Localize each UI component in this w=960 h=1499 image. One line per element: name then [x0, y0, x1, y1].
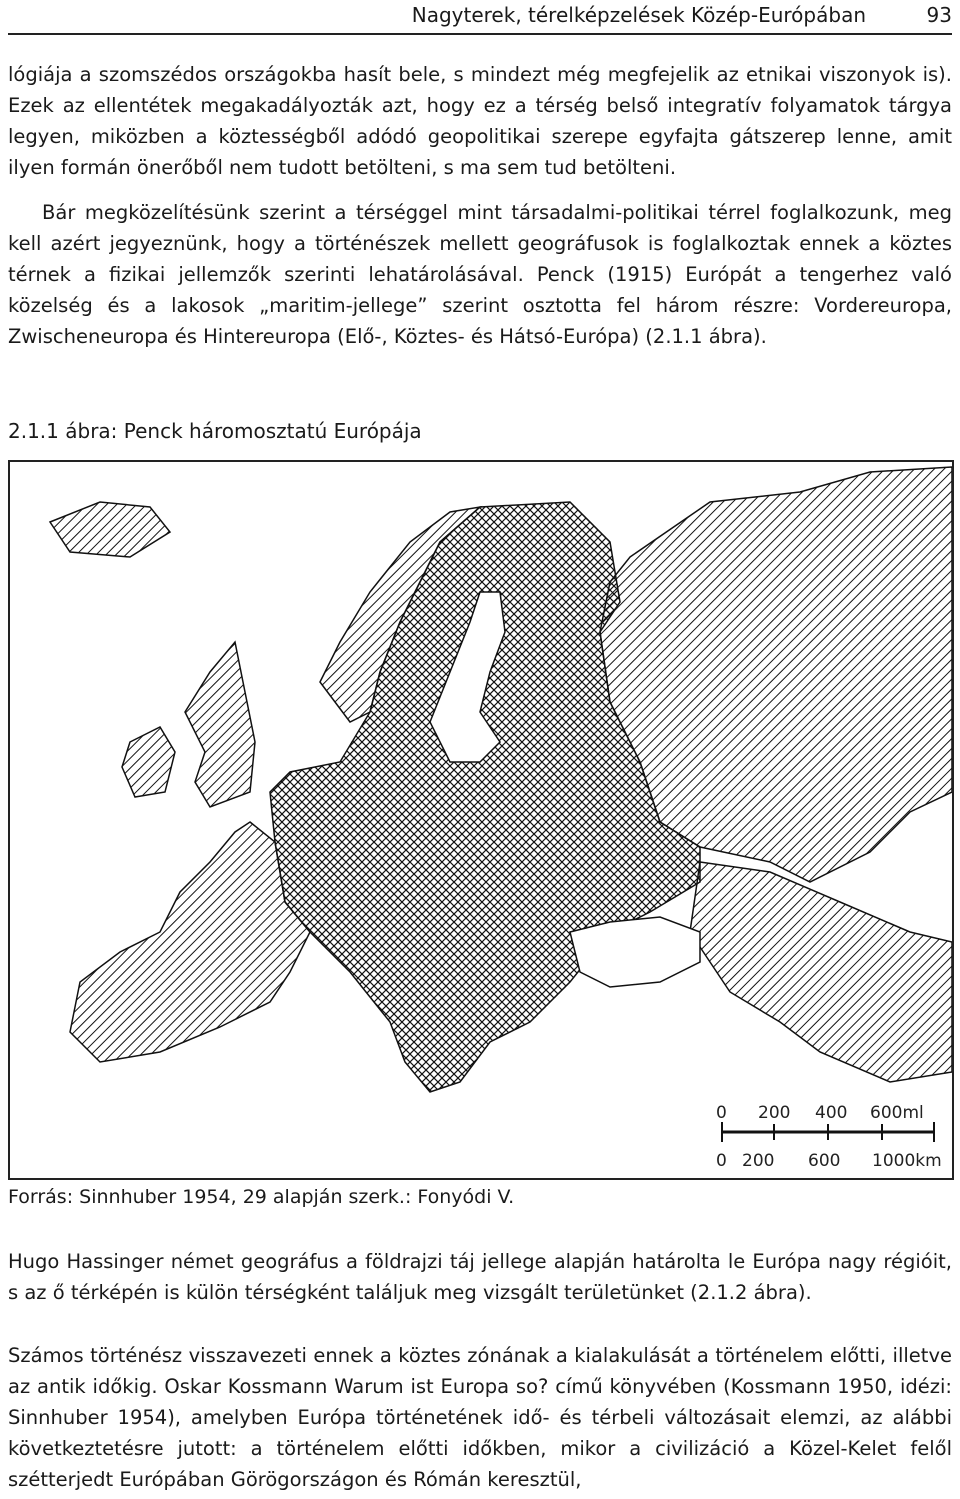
hintereuropa-caucasus — [690, 862, 952, 1082]
scale-mi-400: 400 — [815, 1103, 848, 1123]
running-title: Nagyterek, térelképzelések Közép-Európában — [411, 3, 866, 27]
paragraph-2: Bár megközelítésünk szerint a térséggel mint társadalmi-politikai térrel foglalkozunk, meg kell azért jegyeznünk, hogy a történészek mellett geográfusok is foglalkoztak ennek a köztes térnek a fizikai jellemzők szerinti lehatárolásával. Penck (1915) Európát a tengerhez való közelség és a lakosok „maritim-jellege” szerint osztotta fel három részre: Vordereuropa, Zwischeneuropa és Hintereuropa (Elő-, Köztes- és Hátsó-Európa) (2.1.1 ábra). — [8, 201, 952, 348]
scale-bar — [716, 1098, 946, 1174]
paragraph-3: Hugo Hassinger német geográfus a földrajzi táj jellege alapján határolta le Európa nagy régióit, s az ő térképén is külön térségként találjuk meg vizsgált területünket (2.1.2 ábra). — [8, 1250, 952, 1304]
scale-km-0: 0 — [716, 1151, 727, 1171]
paragraph-1: lógiája a szomszédos országokba hasít bele, s mindezt még megfejelik az etnikai viszonyok is). Ezek az ellentétek megakadályozták azt, hogy ez a térség belső integratív folyamatok tárgya legyen, miközben a köztességből adódó geopolitikai szerepe egyfajta gátszerep lenne, amit ilyen formán önerőből nem tudott betölteni, s ma sem tud betölteni. — [8, 63, 952, 179]
vordereuropa-iceland — [50, 502, 170, 557]
scale-mi-200: 200 — [758, 1103, 791, 1123]
figure-caption: 2.1.1 ábra: Penck háromosztatú Európája — [8, 419, 422, 443]
page-number: 93 — [926, 3, 952, 27]
vordereuropa-west — [70, 822, 310, 1062]
scale-km-600: 600 — [808, 1151, 841, 1171]
scale-km-1000: 1000km — [872, 1151, 942, 1171]
scale-mi-600: 600ml — [870, 1103, 924, 1123]
page-header — [8, 0, 952, 35]
vordereuropa-ireland — [122, 727, 175, 797]
paragraph-4: Számos történész visszavezeti ennek a köztes zónának a kialakulását a történelem előtti, illetve az antik időkig. Oskar Kossmann Warum ist Europa so? című könyvében (Kossmann 1950, idézi: Sinnhuber 1954), amelyben Európa történetének idő- és térbeli változásait elemzi, az alábbi következtetésre jutott: a történelem előtti időkben, mikor a civilizáció a Közel-Kelet felől szétterjedt Európában Görögországon és Rómán keresztül, — [8, 1344, 952, 1491]
black-sea — [570, 917, 700, 987]
scale-mi-0: 0 — [716, 1103, 727, 1123]
scale-km-200: 200 — [742, 1151, 775, 1171]
figure-source: Forrás: Sinnhuber 1954, 29 alapján szerk.: Fonyódi V. — [8, 1186, 515, 1208]
vordereuropa-britain — [185, 642, 255, 807]
europe-map — [8, 460, 954, 1180]
